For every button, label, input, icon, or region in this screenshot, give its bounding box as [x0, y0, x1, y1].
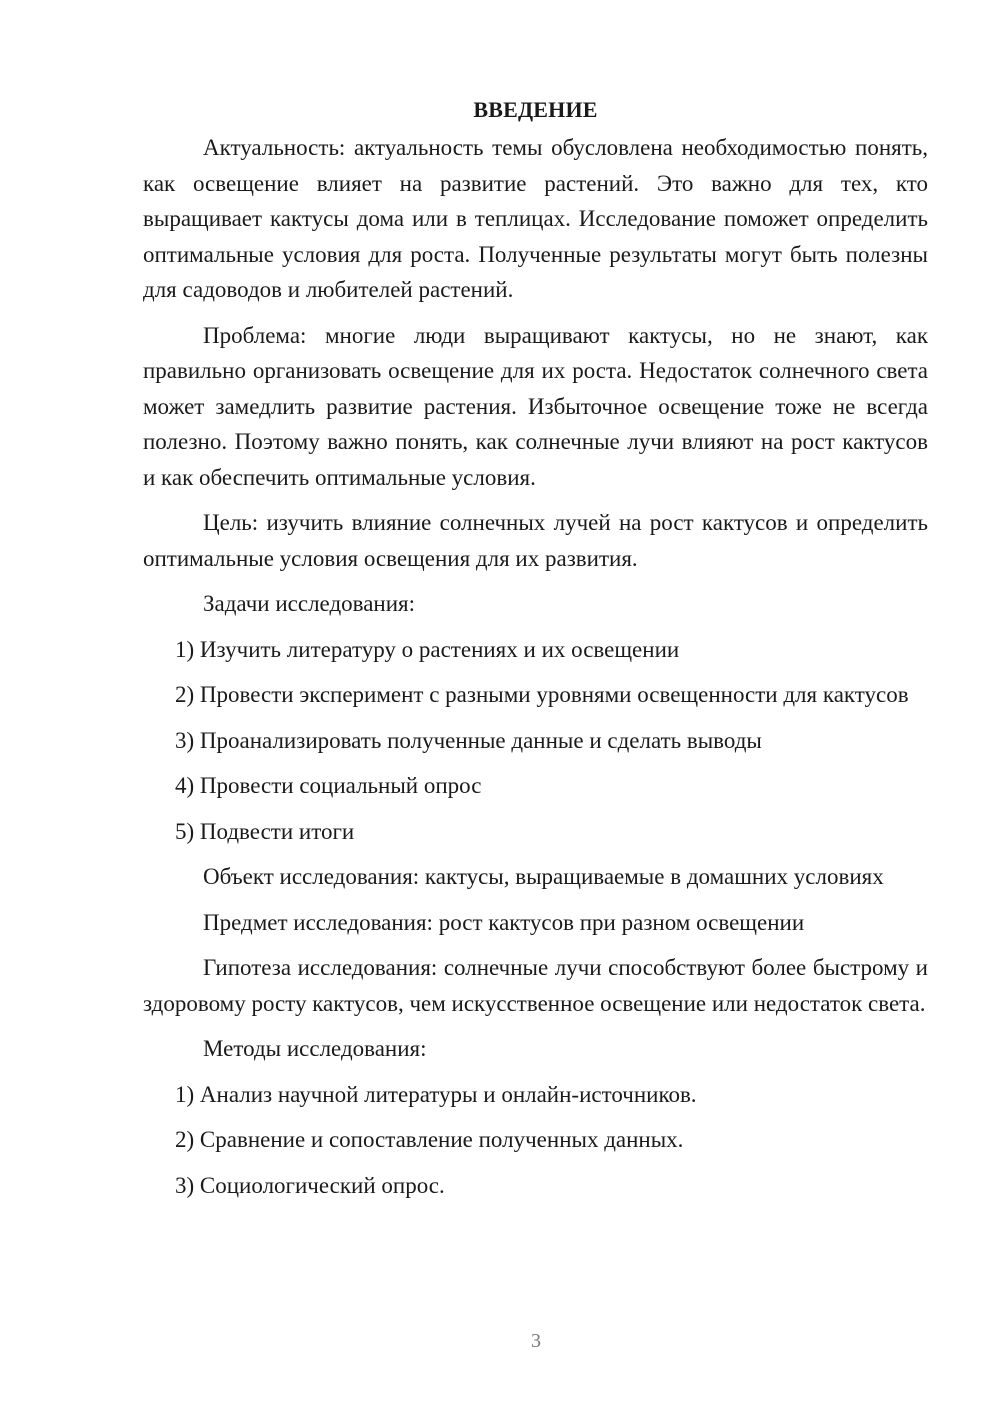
tasks-heading: Задачи исследования:	[203, 591, 416, 616]
method-item-2: 2) Сравнение и сопоставление полученных данных.	[175, 1127, 684, 1152]
relevance-paragraph: Актуальность: актуальность темы обусловлена необходимостью понять, как освещение влияет на развитие растений. Это важно для тех, кто выращивает кактусы дома или в теплицах. Исследование поможет определить оптимальные условия для роста. Полученные результаты могут быть полезны для садоводов и любителей растений.	[143, 135, 928, 302]
method-item-1: 1) Анализ научной литературы и онлайн-источников.	[175, 1081, 697, 1107]
hypothesis-paragraph: Гипотеза исследования: солнечные лучи способствуют более быстрому и здоровому росту кактусов, чем искусственное освещение или недостаток света.	[143, 955, 928, 1016]
problem-paragraph: Проблема: многие люди выращивают кактусы, но не знают, как правильно организовать освещение для их роста. Недостаток солнечного света может замедлить развитие растения. Избыточное освещение тоже не всегда полезно. Поэтому важно понять, как солнечные лучи влияют на рост кактусов и как обеспечить оптимальные условия.	[143, 322, 928, 490]
goal-paragraph: Цель: изучить влияние солнечных лучей на рост кактусов и определить оптимальные условия освещения для их развития.	[143, 510, 928, 571]
task-item-3: 3) Проанализировать полученные данные и сделать выводы	[175, 727, 762, 753]
task-item-4: 4) Провести социальный опрос	[175, 773, 482, 798]
task-item-5: 5) Подвести итоги	[175, 818, 355, 844]
section-title: ВВЕДЕНИЕ	[473, 97, 598, 122]
method-item-3: 3) Социологический опрос.	[175, 1172, 445, 1198]
subject-paragraph: Предмет исследования: рост кактусов при разном освещении	[203, 909, 805, 935]
page-number: 3	[531, 1330, 541, 1352]
task-item-2: 2) Провести эксперимент с разными уровнями освещенности для кактусов	[175, 682, 909, 707]
page-body	[143, 92, 928, 1213]
task-item-1: 1) Изучить литературу о растениях и их освещении	[175, 636, 680, 662]
methods-heading: Методы исследования:	[203, 1036, 427, 1061]
object-paragraph: Объект исследования: кактусы, выращиваемые в домашних условиях	[203, 864, 884, 889]
